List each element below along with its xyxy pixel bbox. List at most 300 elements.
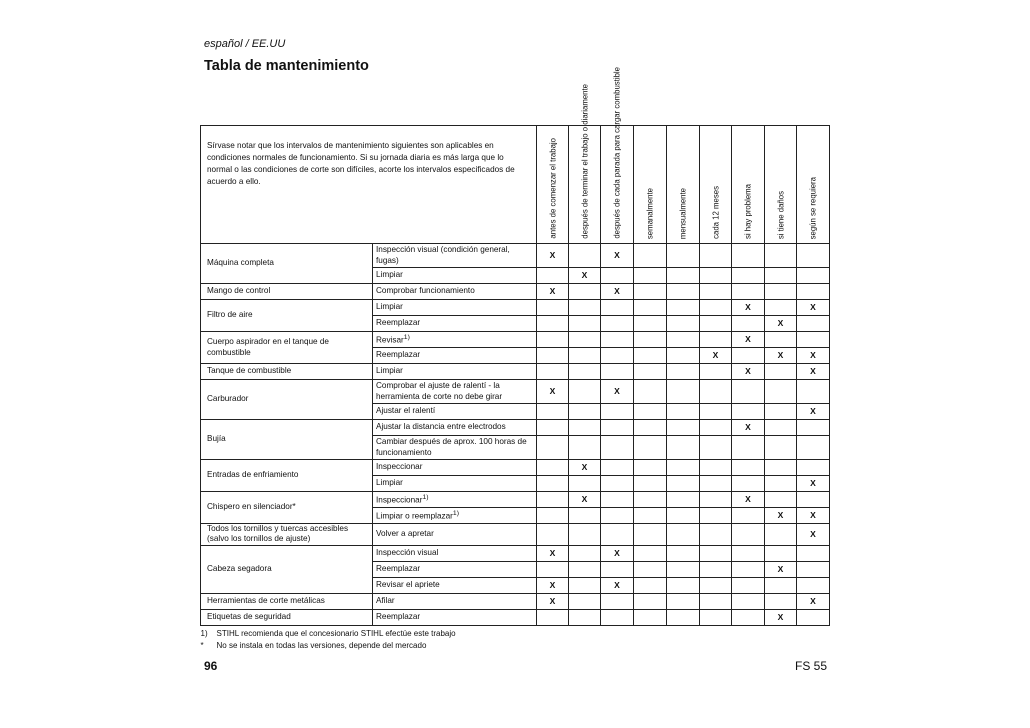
interval-cell bbox=[667, 561, 700, 577]
interval-cell bbox=[700, 524, 732, 546]
table-row bbox=[201, 420, 830, 436]
interval-cell bbox=[732, 364, 765, 380]
interval-cell bbox=[569, 492, 601, 508]
action-text: Comprobar funcionamiento bbox=[376, 286, 475, 296]
interval-cell bbox=[765, 404, 797, 420]
page-title: Tabla de mantenimiento bbox=[204, 58, 369, 74]
table-row bbox=[201, 609, 830, 625]
interval-cell bbox=[797, 593, 830, 609]
interval-cell bbox=[537, 492, 569, 508]
interval-cell bbox=[569, 420, 601, 436]
component-cell: Entradas de enfriamiento bbox=[201, 460, 373, 492]
interval-cell bbox=[797, 420, 830, 436]
action-text: Ajustar la distancia entre electrodos bbox=[376, 422, 506, 432]
interval-cell bbox=[634, 609, 667, 625]
page-number: 96 bbox=[204, 659, 218, 673]
interval-cell bbox=[634, 380, 667, 404]
footnote-ref: 1) bbox=[422, 493, 429, 501]
interval-cell bbox=[569, 545, 601, 561]
action-text: Volver a apretar bbox=[376, 529, 434, 539]
interval-cell bbox=[569, 476, 601, 492]
interval-cell bbox=[537, 268, 569, 284]
interval-cell bbox=[732, 524, 765, 546]
interval-label: semanalmente bbox=[645, 187, 655, 239]
check-mark: X bbox=[549, 286, 556, 297]
interval-header-1 bbox=[537, 126, 569, 244]
interval-cell bbox=[634, 268, 667, 284]
table-row bbox=[201, 593, 830, 609]
interval-cell bbox=[634, 460, 667, 476]
interval-cell bbox=[732, 284, 765, 300]
interval-cell bbox=[537, 476, 569, 492]
interval-cell bbox=[765, 364, 797, 380]
interval-cell bbox=[537, 284, 569, 300]
interval-cell bbox=[765, 244, 797, 268]
interval-cell bbox=[569, 561, 601, 577]
interval-cell bbox=[797, 524, 830, 546]
interval-cell bbox=[700, 316, 732, 332]
interval-cell bbox=[667, 460, 700, 476]
check-mark: X bbox=[777, 563, 784, 574]
action-cell bbox=[373, 593, 537, 609]
check-mark: X bbox=[810, 350, 816, 361]
interval-cell bbox=[601, 593, 634, 609]
check-mark: X bbox=[810, 528, 816, 539]
table-row bbox=[201, 332, 830, 348]
interval-cell bbox=[765, 300, 797, 316]
action-cell bbox=[373, 348, 537, 364]
footnotes-row bbox=[201, 625, 830, 652]
interval-cell bbox=[732, 268, 765, 284]
interval-cell bbox=[700, 284, 732, 300]
interval-cell bbox=[667, 524, 700, 546]
action-cell bbox=[373, 545, 537, 561]
footnote-ref: 1) bbox=[452, 509, 459, 517]
interval-cell bbox=[797, 348, 830, 364]
interval-cell bbox=[797, 561, 830, 577]
interval-cell bbox=[634, 284, 667, 300]
interval-cell bbox=[667, 593, 700, 609]
interval-cell bbox=[667, 380, 700, 404]
interval-cell bbox=[634, 593, 667, 609]
interval-cell bbox=[797, 476, 830, 492]
action-cell bbox=[373, 420, 537, 436]
table-row bbox=[201, 300, 830, 316]
interval-cell bbox=[765, 524, 797, 546]
interval-label: si tiene daños bbox=[775, 190, 785, 239]
interval-cell bbox=[537, 380, 569, 404]
check-mark: X bbox=[810, 366, 816, 377]
check-mark: X bbox=[745, 422, 751, 433]
action-text: Comprobar el ajuste de ralentí - la herramienta de corte no debe girar bbox=[376, 381, 503, 401]
interval-cell bbox=[797, 436, 830, 460]
interval-cell bbox=[700, 404, 732, 420]
interval-cell bbox=[797, 577, 830, 593]
action-cell bbox=[373, 577, 537, 593]
check-mark: X bbox=[614, 386, 620, 397]
interval-cell bbox=[601, 244, 634, 268]
check-mark: X bbox=[581, 462, 588, 473]
action-text: Revisar el apriete bbox=[376, 579, 440, 589]
action-cell bbox=[373, 492, 537, 508]
interval-cell bbox=[732, 577, 765, 593]
intro-note: Sírvase notar que los intervalos de mantenimiento siguientes son aplicables en condiciones normales de funcionamiento. Si su jornada diaria es más larga que lo normal o las condiciones de corte son difíciles, acorte los intervalos especificados de acuerdo a ello. bbox=[201, 126, 537, 244]
interval-label: mensualmente bbox=[678, 187, 688, 239]
interval-cell bbox=[765, 284, 797, 300]
interval-cell bbox=[537, 508, 569, 524]
interval-cell bbox=[765, 460, 797, 476]
interval-cell bbox=[700, 460, 732, 476]
interval-cell bbox=[601, 545, 634, 561]
language-label: español / EE.UU bbox=[204, 38, 286, 50]
action-text: Reemplazar bbox=[376, 563, 421, 573]
check-mark: X bbox=[614, 286, 620, 297]
interval-cell bbox=[732, 244, 765, 268]
interval-cell bbox=[797, 380, 830, 404]
interval-cell bbox=[667, 508, 700, 524]
interval-cell bbox=[601, 492, 634, 508]
interval-cell bbox=[700, 609, 732, 625]
interval-cell bbox=[732, 609, 765, 625]
interval-cell bbox=[700, 561, 732, 577]
interval-cell bbox=[601, 300, 634, 316]
interval-cell bbox=[537, 316, 569, 332]
interval-cell bbox=[634, 348, 667, 364]
table-row bbox=[201, 460, 830, 476]
interval-cell bbox=[601, 460, 634, 476]
interval-cell bbox=[700, 577, 732, 593]
interval-cell bbox=[634, 508, 667, 524]
interval-label: después de cada parada para cargar combustible bbox=[612, 67, 622, 239]
interval-cell bbox=[634, 332, 667, 348]
component-cell: Mango de control bbox=[201, 284, 373, 300]
interval-cell bbox=[601, 284, 634, 300]
interval-header-8 bbox=[765, 126, 797, 244]
interval-cell bbox=[667, 476, 700, 492]
interval-cell bbox=[732, 348, 765, 364]
interval-cell bbox=[765, 476, 797, 492]
component-cell: Cabeza segadora bbox=[201, 545, 373, 593]
interval-cell bbox=[667, 545, 700, 561]
interval-cell bbox=[765, 420, 797, 436]
action-cell bbox=[373, 524, 537, 546]
check-mark: X bbox=[745, 334, 751, 345]
interval-cell bbox=[601, 380, 634, 404]
footnote-mark: 1) bbox=[200, 628, 208, 638]
interval-cell bbox=[732, 316, 765, 332]
interval-cell bbox=[765, 609, 797, 625]
interval-cell bbox=[732, 460, 765, 476]
interval-cell bbox=[634, 420, 667, 436]
footnote-mark: * bbox=[200, 640, 204, 650]
action-text: Ajustar el ralentí bbox=[376, 406, 436, 416]
interval-cell bbox=[601, 348, 634, 364]
action-text: Reemplazar bbox=[376, 350, 421, 360]
interval-cell bbox=[537, 609, 569, 625]
action-cell bbox=[373, 284, 537, 300]
action-text: Afilar bbox=[376, 595, 395, 605]
action-text: Limpiar bbox=[376, 366, 403, 376]
interval-cell bbox=[732, 300, 765, 316]
model-name: FS 55 bbox=[794, 659, 827, 673]
interval-cell bbox=[537, 404, 569, 420]
interval-label: según se requiera bbox=[808, 176, 818, 239]
check-mark: X bbox=[549, 386, 556, 397]
interval-cell bbox=[797, 364, 830, 380]
interval-cell bbox=[634, 436, 667, 460]
interval-cell bbox=[569, 460, 601, 476]
component-cell: Etiquetas de seguridad bbox=[201, 609, 373, 625]
interval-header-6 bbox=[700, 126, 732, 244]
interval-cell bbox=[797, 332, 830, 348]
table-row bbox=[201, 244, 830, 268]
check-mark: X bbox=[745, 494, 751, 505]
interval-cell bbox=[765, 577, 797, 593]
interval-header-3 bbox=[601, 67, 634, 244]
footnote-text: No se instala en todas las versiones, depende del mercado bbox=[216, 640, 427, 650]
interval-cell bbox=[732, 404, 765, 420]
interval-cell bbox=[700, 244, 732, 268]
interval-cell bbox=[667, 300, 700, 316]
check-mark: X bbox=[614, 579, 620, 590]
action-cell bbox=[373, 561, 537, 577]
interval-label: si hay problema bbox=[743, 183, 753, 239]
check-mark: X bbox=[549, 250, 556, 261]
footnote bbox=[201, 628, 830, 640]
interval-cell bbox=[537, 420, 569, 436]
interval-cell bbox=[667, 348, 700, 364]
action-text: Reemplazar bbox=[376, 318, 421, 328]
check-mark: X bbox=[712, 350, 719, 361]
interval-header-2 bbox=[569, 84, 601, 244]
interval-cell bbox=[634, 404, 667, 420]
action-cell bbox=[373, 300, 537, 316]
interval-cell bbox=[765, 593, 797, 609]
component-cell: Tanque de combustible bbox=[201, 364, 373, 380]
interval-cell bbox=[601, 561, 634, 577]
interval-cell bbox=[700, 348, 732, 364]
action-cell bbox=[373, 436, 537, 460]
interval-cell bbox=[569, 404, 601, 420]
interval-cell bbox=[569, 364, 601, 380]
interval-cell bbox=[700, 508, 732, 524]
interval-cell bbox=[797, 316, 830, 332]
check-mark: X bbox=[810, 595, 816, 606]
interval-cell bbox=[634, 577, 667, 593]
interval-cell bbox=[732, 436, 765, 460]
interval-cell bbox=[732, 492, 765, 508]
interval-cell bbox=[700, 492, 732, 508]
interval-label: antes de comenzar el trabajo bbox=[547, 138, 557, 239]
interval-header-5 bbox=[667, 126, 700, 244]
interval-cell bbox=[537, 545, 569, 561]
interval-cell bbox=[569, 244, 601, 268]
interval-cell bbox=[569, 284, 601, 300]
interval-cell bbox=[569, 436, 601, 460]
interval-cell bbox=[569, 577, 601, 593]
action-cell bbox=[373, 404, 537, 420]
interval-cell bbox=[634, 545, 667, 561]
action-text: Reemplazar bbox=[376, 611, 421, 621]
check-mark: X bbox=[777, 350, 784, 361]
interval-cell bbox=[601, 577, 634, 593]
action-cell bbox=[373, 508, 537, 524]
interval-cell bbox=[765, 561, 797, 577]
action-text: Inspeccionar bbox=[376, 495, 423, 505]
check-mark: X bbox=[777, 318, 784, 329]
interval-cell bbox=[732, 476, 765, 492]
interval-cell bbox=[569, 348, 601, 364]
check-mark: X bbox=[745, 302, 751, 313]
interval-cell bbox=[569, 316, 601, 332]
interval-cell bbox=[667, 364, 700, 380]
check-mark: X bbox=[549, 595, 556, 606]
interval-cell bbox=[797, 244, 830, 268]
interval-cell bbox=[797, 300, 830, 316]
action-text: Inspeccionar bbox=[376, 462, 423, 472]
interval-cell bbox=[537, 300, 569, 316]
interval-cell bbox=[537, 364, 569, 380]
table-row bbox=[201, 380, 830, 404]
interval-cell bbox=[634, 316, 667, 332]
interval-cell bbox=[700, 545, 732, 561]
interval-cell bbox=[569, 508, 601, 524]
interval-cell bbox=[797, 492, 830, 508]
table-row bbox=[201, 524, 830, 546]
check-mark: X bbox=[581, 494, 588, 505]
interval-cell bbox=[667, 420, 700, 436]
component-cell: Carburador bbox=[201, 380, 373, 420]
interval-cell bbox=[732, 508, 765, 524]
action-cell bbox=[373, 609, 537, 625]
action-cell bbox=[373, 268, 537, 284]
interval-cell bbox=[700, 332, 732, 348]
action-text: Limpiar o reemplazar bbox=[376, 511, 453, 521]
interval-cell bbox=[601, 609, 634, 625]
interval-cell bbox=[667, 577, 700, 593]
interval-cell bbox=[765, 316, 797, 332]
interval-cell bbox=[797, 460, 830, 476]
interval-cell bbox=[601, 316, 634, 332]
check-mark: X bbox=[810, 302, 816, 313]
interval-cell bbox=[700, 300, 732, 316]
interval-cell bbox=[537, 460, 569, 476]
interval-cell bbox=[569, 268, 601, 284]
interval-cell bbox=[797, 609, 830, 625]
action-text: Limpiar bbox=[376, 270, 403, 280]
component-cell: Bujía bbox=[201, 420, 373, 460]
interval-cell bbox=[700, 476, 732, 492]
check-mark: X bbox=[777, 611, 784, 622]
interval-cell bbox=[765, 492, 797, 508]
check-mark: X bbox=[614, 547, 620, 558]
interval-cell bbox=[732, 545, 765, 561]
interval-cell bbox=[700, 364, 732, 380]
table-row bbox=[201, 284, 830, 300]
interval-cell bbox=[797, 268, 830, 284]
interval-cell bbox=[667, 436, 700, 460]
table-row bbox=[201, 364, 830, 380]
interval-cell bbox=[601, 524, 634, 546]
interval-cell bbox=[537, 436, 569, 460]
interval-cell bbox=[537, 577, 569, 593]
component-cell: Filtro de aire bbox=[201, 300, 373, 332]
check-mark: X bbox=[810, 406, 816, 417]
interval-cell bbox=[537, 561, 569, 577]
interval-cell bbox=[601, 268, 634, 284]
interval-cell bbox=[601, 332, 634, 348]
interval-cell bbox=[537, 593, 569, 609]
action-text: Revisar bbox=[376, 335, 404, 345]
interval-cell bbox=[765, 545, 797, 561]
interval-cell bbox=[634, 476, 667, 492]
interval-cell bbox=[537, 332, 569, 348]
interval-cell bbox=[732, 332, 765, 348]
interval-cell bbox=[537, 244, 569, 268]
interval-label: cada 12 meses bbox=[710, 186, 720, 239]
interval-cell bbox=[601, 420, 634, 436]
action-text: Inspección visual bbox=[376, 547, 439, 557]
check-mark: X bbox=[777, 510, 784, 521]
action-text: Inspección visual (condición general, fugas) bbox=[376, 245, 510, 265]
interval-cell bbox=[634, 244, 667, 268]
interval-cell bbox=[634, 492, 667, 508]
action-text: Cambiar después de aprox. 100 horas de funcionamiento bbox=[376, 437, 527, 457]
interval-cell bbox=[700, 420, 732, 436]
interval-cell bbox=[700, 380, 732, 404]
interval-cell bbox=[601, 436, 634, 460]
interval-cell bbox=[634, 300, 667, 316]
interval-cell bbox=[601, 508, 634, 524]
footnote bbox=[201, 640, 830, 652]
interval-cell bbox=[667, 404, 700, 420]
check-mark: X bbox=[549, 547, 556, 558]
interval-cell bbox=[569, 609, 601, 625]
footnote-text: STIHL recomienda que el concesionario STIHL efectúe este trabajo bbox=[216, 628, 456, 638]
action-cell bbox=[373, 380, 537, 404]
component-cell: Chispero en silenciador* bbox=[201, 492, 373, 524]
interval-cell bbox=[732, 380, 765, 404]
interval-cell bbox=[797, 508, 830, 524]
action-cell bbox=[373, 476, 537, 492]
interval-header-9 bbox=[797, 126, 830, 244]
interval-cell bbox=[667, 609, 700, 625]
interval-cell bbox=[569, 380, 601, 404]
check-mark: X bbox=[549, 579, 556, 590]
interval-header-7 bbox=[732, 126, 765, 244]
check-mark: X bbox=[614, 250, 620, 261]
action-cell bbox=[373, 244, 537, 268]
interval-cell bbox=[700, 436, 732, 460]
action-cell bbox=[373, 460, 537, 476]
check-mark: X bbox=[745, 366, 751, 377]
interval-cell bbox=[765, 436, 797, 460]
check-mark: X bbox=[810, 510, 816, 521]
interval-cell bbox=[765, 380, 797, 404]
interval-cell bbox=[569, 332, 601, 348]
interval-cell bbox=[700, 268, 732, 284]
interval-cell bbox=[537, 524, 569, 546]
interval-cell bbox=[601, 404, 634, 420]
interval-cell bbox=[765, 508, 797, 524]
interval-cell bbox=[765, 268, 797, 284]
component-cell: Herramientas de corte metálicas bbox=[201, 593, 373, 609]
check-mark: X bbox=[810, 478, 816, 489]
interval-cell bbox=[569, 593, 601, 609]
interval-cell bbox=[732, 420, 765, 436]
check-mark: X bbox=[581, 270, 588, 281]
interval-header-4 bbox=[634, 126, 667, 244]
